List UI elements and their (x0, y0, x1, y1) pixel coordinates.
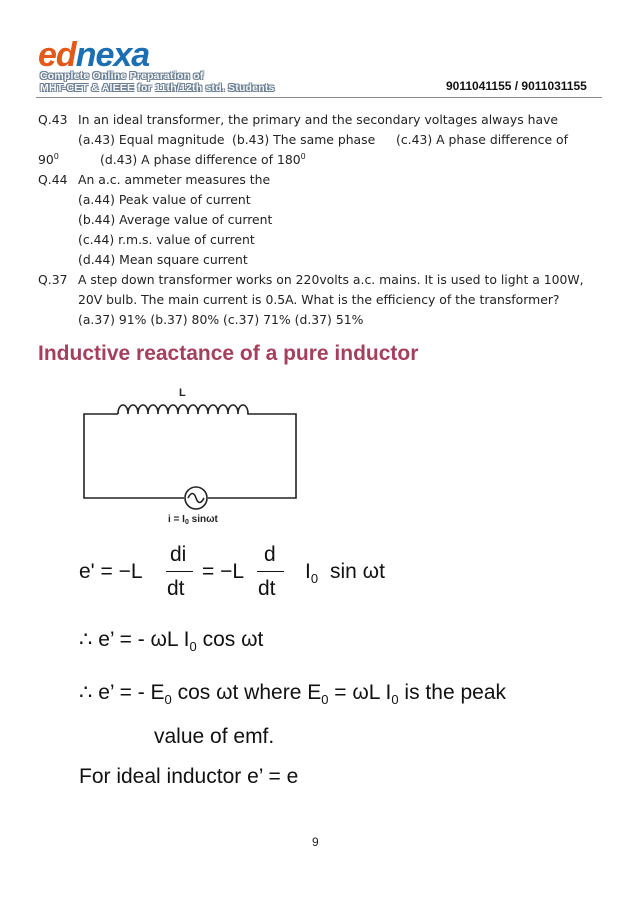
logo (38, 38, 149, 72)
inductor-coil (118, 405, 256, 414)
q43-number: Q.43 (38, 112, 68, 127)
eq1-current-amplitude: $I_0$ (305, 560, 319, 587)
circuit-wire-left (84, 414, 184, 498)
logo-tagline-1: Complete Online Preparation of (40, 70, 204, 82)
header-divider (36, 97, 602, 98)
ac-wave-icon (188, 494, 204, 503)
q43-option-c: (c.43) A phase difference of (396, 132, 568, 147)
eq1-numerator-1: di (170, 543, 187, 566)
q44-option-c: (c.44) r.m.s. value of current (78, 232, 255, 247)
q43-option-d: (d.43) A phase difference of $180^0$ (100, 151, 306, 167)
eq1-middle: = −L (202, 560, 245, 583)
logo-nexa: nexa (75, 36, 150, 74)
inductor-label: L (179, 387, 186, 399)
q37-options: (a.37) 91% (b.37) 80% (c.37) 71% (d.37) 51% (78, 312, 364, 327)
q44-number: Q.44 (38, 172, 68, 187)
equation-3: ∴ e’ = - $E_0$ cos ωt where $E_0 = \omega L$ $I_0$ is the peak (79, 681, 506, 708)
eq1-fraction-bar-1 (166, 571, 193, 572)
q44-option-d: (d.44) Mean square current (78, 252, 248, 267)
circuit-wire-right (208, 414, 296, 498)
eq1-numerator-2: d (264, 543, 276, 566)
q44-text: An a.c. ammeter measures the (78, 172, 271, 187)
equation-4: For ideal inductor e’ = e (79, 765, 299, 788)
equation-2: ∴ e’ = - ωL $I_0$ cos ωt (79, 628, 264, 655)
eq1-lhs: e' = −L (79, 560, 143, 583)
section-heading: Inductive reactance of a pure inductor (38, 342, 419, 365)
phone-numbers: 9011041155 / 9011031155 (446, 79, 587, 93)
eq1-denominator-1: dt (167, 577, 185, 600)
logo-ed: ed (38, 36, 76, 74)
q43-option-c-value: $90^0$ (38, 151, 59, 167)
logo-tagline-2: MHT-CET & AIEEE for 11th/12th std. Students (40, 82, 275, 94)
q37-text-2: 20V bulb. The main current is 0.5A. What is the efficiency of the transformer? (78, 292, 560, 307)
q37-text-1: A step down transformer works on 220volts a.c. mains. It is used to light a 100W, (78, 272, 584, 287)
equation-3-continuation: value of emf. (154, 725, 275, 748)
eq1-denominator-2: dt (258, 577, 276, 600)
eq1-fraction-bar-2 (257, 571, 284, 572)
q44-option-a: (a.44) Peak value of current (78, 192, 251, 207)
q43-option-a: (a.43) Equal magnitude (78, 132, 225, 147)
inductor-circuit-diagram (76, 378, 308, 528)
q43-option-b: (b.43) The same phase (232, 132, 376, 147)
eq1-sine-term: sin ωt (330, 560, 385, 583)
q37-number: Q.37 (38, 272, 68, 287)
current-label: $i = I_0$ sinωt (168, 514, 218, 526)
q43-text: In an ideal transformer, the primary and the secondary voltages always have (78, 112, 559, 127)
page-number: 9 (312, 835, 319, 849)
q44-option-b: (b.44) Average value of current (78, 212, 273, 227)
